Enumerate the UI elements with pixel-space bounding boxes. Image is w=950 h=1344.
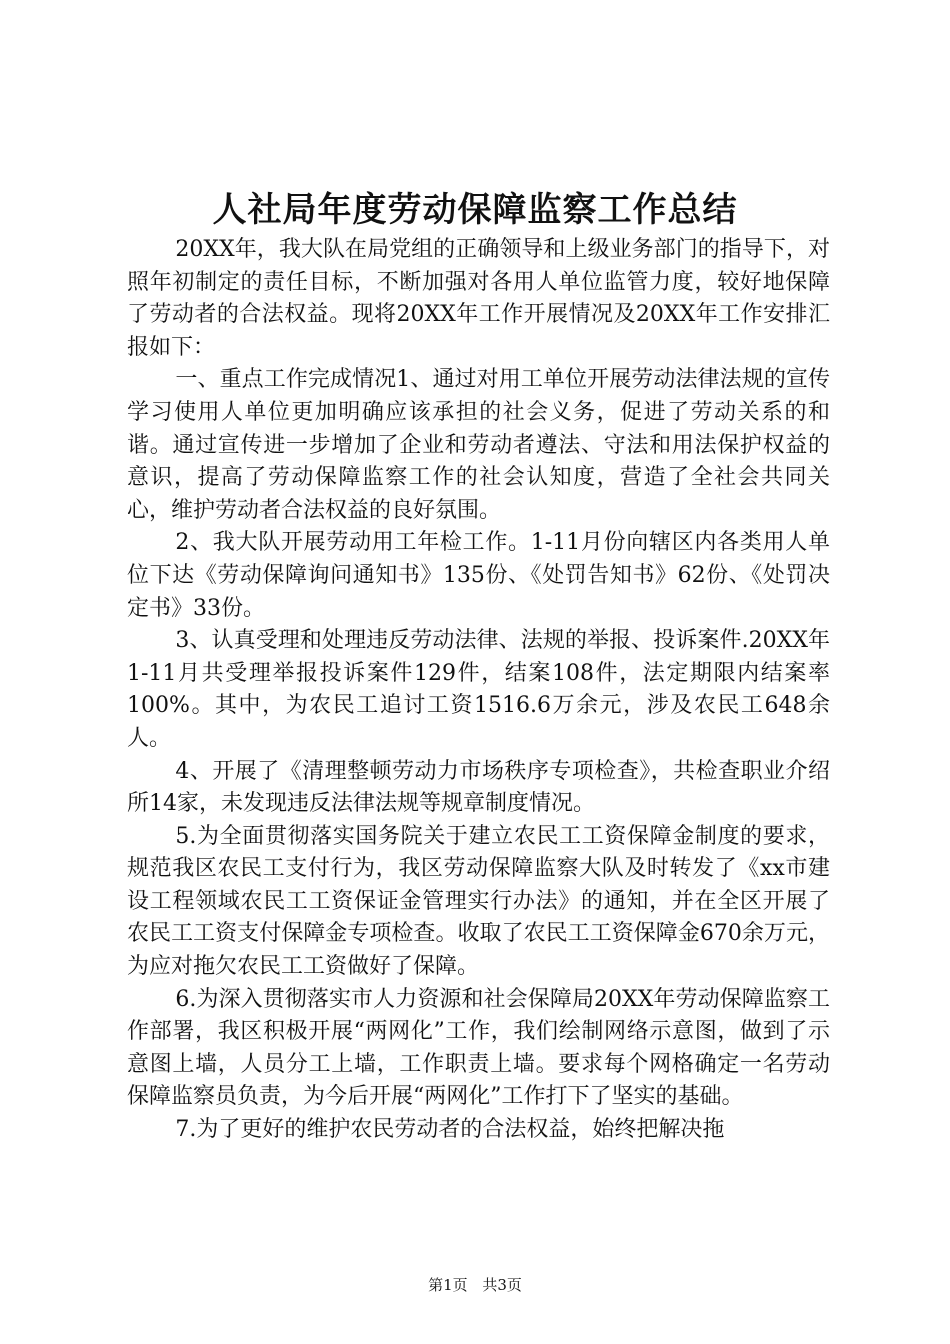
paragraph-wage-guarantee: 5.为全面贯彻落实国务院关于建立农民工工资保障金制度的要求，规范我区农民工支付行为，我区劳动保障监察大队及时转发了《xx市建设工程领域农民工工资保证金管理实行办法》的通知，并在全区开展了农民工工资支付保障金专项检查。收取了农民工工资保障金670余万元，为应对拖欠农民工工资做好了保障。 [127, 823, 830, 980]
paragraph-market-inspection: 4、开展了《清理整顿劳动力市场秩序专项检查》，共检查职业介绍所14家，未发现违反法律法规等规章制度情况。 [127, 758, 830, 817]
document-body [127, 234, 830, 1147]
paragraph-annual-inspection: 2、我大队开展劳动用工年检工作。1-11月份向辖区内各类用人单位下达《劳动保障询问通知书》135份、《处罚告知书》62份、《处罚决定书》33份。 [127, 530, 830, 621]
paragraph-complaints: 3、认真受理和处理违反劳动法律、法规的举报、投诉案件.20XX年1-11月共受理举报投诉案件129件，结案108件，法定期限内结案率100%。其中，为农民工追讨工资1516.6万余元，涉及农民工648余人。 [127, 628, 830, 751]
page-footer [0, 1275, 950, 1295]
document-title: 人社局年度劳动保障监察工作总结 [212, 190, 738, 230]
page-number: 第1页 [428, 1276, 468, 1294]
page-total: 共3页 [482, 1276, 522, 1294]
paragraph-key-work: 一、重点工作完成情况1、通过对用工单位开展劳动法律法规的宣传学习使用人单位更加明确应该承担的社会义务，促进了劳动关系的和谐。通过宣传进一步增加了企业和劳动者遵法、守法和用法保护权益的意识，提高了劳动保障监察工作的社会认知度，营造了全社会共同关心，维护劳动者合法权益的良好氛围。 [127, 367, 830, 523]
paragraph-intro: 20XX年，我大队在局党组的正确领导和上级业务部门的指导下，对照年初制定的责任目标，不断加强对各用人单位监管力度，较好地保障了劳动者的合法权益。现将20XX年工作开展情况及20XX年工作安排汇报如下： [127, 237, 830, 360]
paragraph-two-network: 6.为深入贯彻落实市人力资源和社会保障局20XX年劳动保障监察工作部署，我区积极开展“两网化”工作，我们绘制网络示意图，做到了示意图上墙，人员分工上墙，工作职责上墙。要求每个网格确定一名劳动保障监察员负责，为今后开展“两网化”工作打下了坚实的基础。 [127, 986, 830, 1110]
paragraph-migrant-rights: 7.为了更好的维护农民劳动者的合法权益，始终把解决拖 [175, 1117, 725, 1143]
